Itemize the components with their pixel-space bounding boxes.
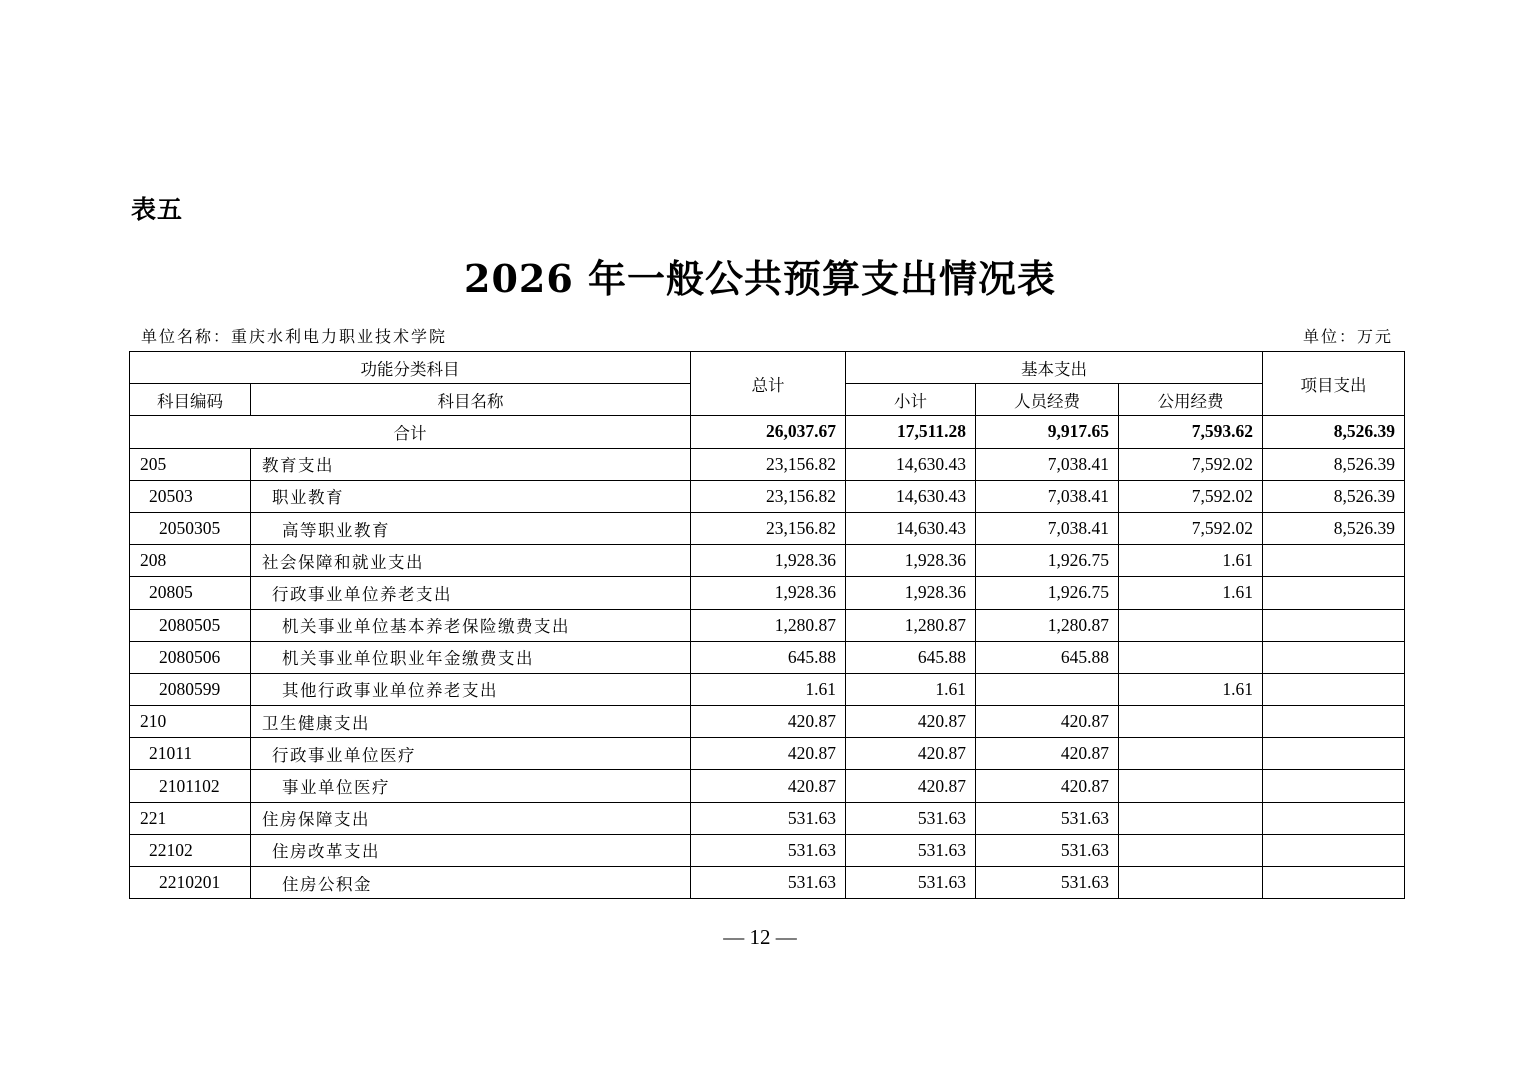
row-subtotal: 531.63	[846, 834, 976, 866]
row-project: 8,526.39	[1263, 480, 1405, 512]
row-code: 2101102	[130, 770, 251, 802]
row-total: 645.88	[691, 641, 846, 673]
row-name: 其他行政事业单位养老支出	[251, 673, 691, 705]
row-name: 机关事业单位职业年金缴费支出	[251, 641, 691, 673]
unit-name: 单位名称：重庆水利电力职业技术学院	[141, 327, 448, 346]
row-total: 1.61	[691, 673, 846, 705]
row-personnel: 1,280.87	[976, 609, 1119, 641]
header-project-expenditure: 项目支出	[1263, 352, 1405, 416]
row-public: 7,592.02	[1119, 480, 1263, 512]
row-project: 8,526.39	[1263, 448, 1405, 480]
table-row	[130, 577, 1405, 609]
row-name: 卫生健康支出	[251, 706, 691, 738]
row-project	[1263, 834, 1405, 866]
row-name: 教育支出	[251, 448, 691, 480]
table-row	[130, 706, 1405, 738]
row-total: 420.87	[691, 706, 846, 738]
row-project	[1263, 577, 1405, 609]
row-public: 1.61	[1119, 673, 1263, 705]
header-public: 公用经费	[1119, 384, 1263, 416]
row-project: 8,526.39	[1263, 512, 1405, 544]
row-personnel: 1,926.75	[976, 577, 1119, 609]
row-name: 住房公积金	[251, 867, 691, 899]
header-code: 科目编码	[130, 384, 251, 416]
row-public	[1119, 770, 1263, 802]
row-personnel: 7,038.41	[976, 480, 1119, 512]
row-total: 23,156.82	[691, 480, 846, 512]
header-total: 总计	[691, 352, 846, 416]
header-subtotal: 小计	[846, 384, 976, 416]
row-total: 23,156.82	[691, 448, 846, 480]
row-code: 205	[130, 448, 251, 480]
table-row	[130, 512, 1405, 544]
header-basic-expenditure: 基本支出	[846, 352, 1263, 384]
row-code: 22102	[130, 834, 251, 866]
total-label: 合计	[130, 416, 691, 448]
row-personnel	[976, 673, 1119, 705]
row-subtotal: 420.87	[846, 770, 976, 802]
header-name: 科目名称	[251, 384, 691, 416]
header-row-1	[130, 352, 1405, 384]
row-project	[1263, 770, 1405, 802]
row-subtotal: 420.87	[846, 738, 976, 770]
row-personnel: 531.63	[976, 802, 1119, 834]
row-name: 住房保障支出	[251, 802, 691, 834]
table-row	[130, 448, 1405, 480]
row-name: 住房改革支出	[251, 834, 691, 866]
header-personnel: 人员经费	[976, 384, 1119, 416]
row-subtotal: 14,630.43	[846, 480, 976, 512]
total-project: 8,526.39	[1263, 416, 1405, 448]
row-project	[1263, 545, 1405, 577]
table-row	[130, 609, 1405, 641]
row-code: 20503	[130, 480, 251, 512]
row-name: 高等职业教育	[251, 512, 691, 544]
unit-label: 单位：万元	[1302, 327, 1393, 346]
total-public: 7,593.62	[1119, 416, 1263, 448]
row-public	[1119, 834, 1263, 866]
row-code: 2080505	[130, 609, 251, 641]
row-public	[1119, 609, 1263, 641]
row-subtotal: 1,928.36	[846, 577, 976, 609]
table-row	[130, 673, 1405, 705]
row-personnel: 531.63	[976, 834, 1119, 866]
table-row	[130, 802, 1405, 834]
total-total: 26,037.67	[691, 416, 846, 448]
row-project	[1263, 673, 1405, 705]
row-subtotal: 1.61	[846, 673, 976, 705]
table-row	[130, 770, 1405, 802]
row-name: 职业教育	[251, 480, 691, 512]
page-title: 2026 年一般公共预算支出情况表	[464, 256, 1056, 301]
row-total: 420.87	[691, 770, 846, 802]
row-public: 1.61	[1119, 577, 1263, 609]
row-total: 531.63	[691, 834, 846, 866]
row-code: 2080506	[130, 641, 251, 673]
row-code: 21011	[130, 738, 251, 770]
row-name: 行政事业单位医疗	[251, 738, 691, 770]
row-code: 221	[130, 802, 251, 834]
table-row	[130, 641, 1405, 673]
row-subtotal: 420.87	[846, 706, 976, 738]
total-subtotal: 17,511.28	[846, 416, 976, 448]
row-public: 7,592.02	[1119, 448, 1263, 480]
row-public	[1119, 867, 1263, 899]
page-number: — 12 —	[723, 925, 797, 949]
row-total: 531.63	[691, 867, 846, 899]
row-public	[1119, 641, 1263, 673]
row-public: 7,592.02	[1119, 512, 1263, 544]
table-row	[130, 480, 1405, 512]
row-name: 事业单位医疗	[251, 770, 691, 802]
row-public	[1119, 706, 1263, 738]
row-name: 行政事业单位养老支出	[251, 577, 691, 609]
row-personnel: 7,038.41	[976, 512, 1119, 544]
row-code: 210	[130, 706, 251, 738]
row-total: 1,928.36	[691, 577, 846, 609]
table-body	[130, 416, 1405, 899]
row-project	[1263, 609, 1405, 641]
row-subtotal: 531.63	[846, 802, 976, 834]
row-subtotal: 645.88	[846, 641, 976, 673]
budget-table	[129, 351, 1405, 899]
row-public: 1.61	[1119, 545, 1263, 577]
header-functional-class: 功能分类科目	[130, 352, 691, 384]
row-total: 531.63	[691, 802, 846, 834]
row-code: 20805	[130, 577, 251, 609]
table-label: 表五	[131, 195, 184, 224]
row-total: 1,280.87	[691, 609, 846, 641]
table-row	[130, 738, 1405, 770]
row-personnel: 420.87	[976, 770, 1119, 802]
row-public	[1119, 802, 1263, 834]
row-name: 机关事业单位基本养老保险缴费支出	[251, 609, 691, 641]
row-project	[1263, 706, 1405, 738]
row-total: 420.87	[691, 738, 846, 770]
row-project	[1263, 802, 1405, 834]
row-personnel: 1,926.75	[976, 545, 1119, 577]
row-subtotal: 1,280.87	[846, 609, 976, 641]
row-personnel: 531.63	[976, 867, 1119, 899]
row-subtotal: 14,630.43	[846, 448, 976, 480]
row-code: 2080599	[130, 673, 251, 705]
total-row	[130, 416, 1405, 448]
row-public	[1119, 738, 1263, 770]
row-name: 社会保障和就业支出	[251, 545, 691, 577]
row-total: 1,928.36	[691, 545, 846, 577]
row-code: 208	[130, 545, 251, 577]
row-subtotal: 531.63	[846, 867, 976, 899]
table-row	[130, 834, 1405, 866]
row-subtotal: 1,928.36	[846, 545, 976, 577]
table-row	[130, 867, 1405, 899]
row-project	[1263, 738, 1405, 770]
total-personnel: 9,917.65	[976, 416, 1119, 448]
row-project	[1263, 641, 1405, 673]
row-personnel: 7,038.41	[976, 448, 1119, 480]
row-code: 2210201	[130, 867, 251, 899]
row-project	[1263, 867, 1405, 899]
row-personnel: 420.87	[976, 738, 1119, 770]
row-total: 23,156.82	[691, 512, 846, 544]
row-personnel: 420.87	[976, 706, 1119, 738]
table-header	[130, 352, 1405, 416]
row-code: 2050305	[130, 512, 251, 544]
row-subtotal: 14,630.43	[846, 512, 976, 544]
table-row	[130, 545, 1405, 577]
row-personnel: 645.88	[976, 641, 1119, 673]
